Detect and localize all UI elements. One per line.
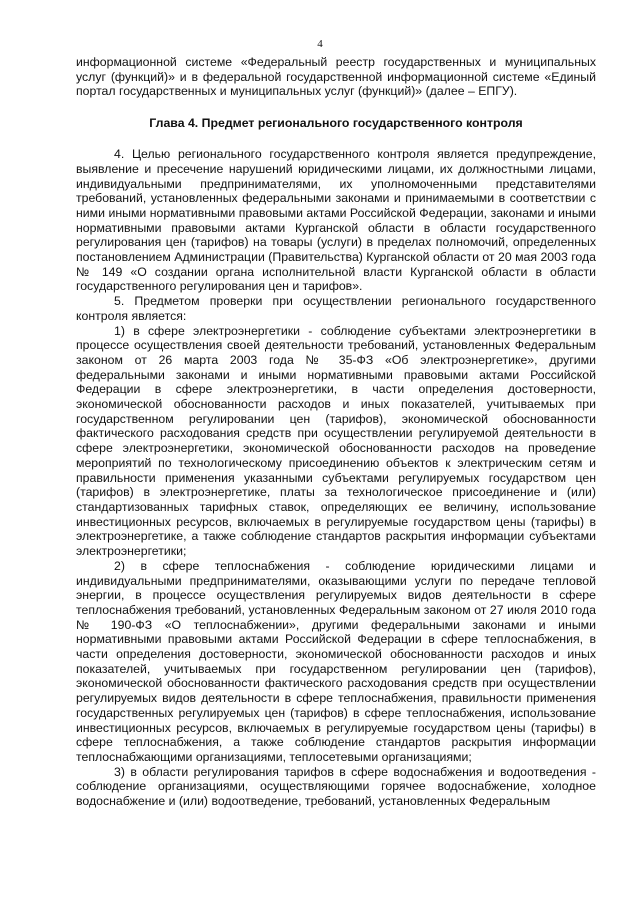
item-2-heat-supply: 2) в сфере теплоснабжения - соблюдение юридическими лицами и индивидуальными предпринимателями, оказывающими услуги по передаче тепловой энергии, в процессе осуществления регулируемых видов деятельности в сфере теплоснабжения требований, установленных Федеральным законом от 27 июля 2010 года № 190-ФЗ «О теплоснабжении», другими федеральными законами и иными нормативными правовыми актами Российской Федерации в сфере теплоснабжения, в части определения достоверности, экономической обоснованности расходов и иных показателей, учитываемых при государственном регулировании цен (тарифов), экономической обоснованности фактического расходования средств при осуществлении регулируемых видов деятельности в сфере теплоснабжения, правильности применения государственных регулируемых цен (тарифов) в сфере теплоснабжения, использование инвестиционных ресурсов, включаемых в регулируемые государством цены (тарифы) в сфере теплоснабжения, а также соблюдение стандартов раскрытия информации теплоснабжающими организациями, теплосетевыми организациями; [76,558,596,764]
paragraph-5-subject: 5. Предметом проверки при осуществлении регионального государственного контроля является: [76,294,596,323]
paragraph-4-purpose: 4. Целью регионального государственного контроля является предупреждение, выявление и пресечение нарушений юридическими лицами, их должностными лицами, индивидуальными предпринимателями, их уполномоченными представителями требований, установленных федеральными законами и принимаемыми в соответствии с ними иными нормативными правовыми актами Российской Федерации, законами и иными нормативными правовыми актами Курганской области в области государственного регулирования цен (тарифов) на товары (услуги) в пределах полномочий, определенных постановлением Администрации (Правительства) Курганской области от 20 мая 2003 года № 149 «О создании органа исполнительной власти Курганской области в области государственного регулирования цен и тарифов». [76,147,597,294]
chapter-heading: Глава 4. Предмет регионального государственного контроля [149,116,523,131]
document-body [76,55,596,809]
item-1-electric-power: 1) в сфере электроэнергетики - соблюдение субъектами электроэнергетики в процессе осуществления своей деятельности требований, установленных Федеральным законом от 26 марта 2003 года № 35-ФЗ «Об электроэнергетике», другими федеральными законами и иными нормативными правовыми актами Российской Федерации в сфере электроэнергетики, в части определения достоверности, экономической обоснованности расходов и иных показателей, учитываемых при государственном регулировании цен (тарифов), экономической обоснованности фактического расходования средств при осуществлении регулируемой деятельности в сфере электроэнергетики, экономической обоснованности расходов на проведение мероприятий по технологическому присоединению объектов к электрическим сетям и правильности применения указанными субъектами регулируемых государством цен (тарифов) в электроэнергетике, платы за технологическое присоединение и (или) стандартизованных тарифных ставок, определяющих ее величину, использование инвестиционных ресурсов, включаемых в регулируемые государством цены (тарифы) в электроэнергетике, а также соблюдение стандартов раскрытия информации субъектами электроэнергетики; [76,323,596,559]
intro-paragraph: информационной системе «Федеральный реестр государственных и муниципальных услуг (функций)» и в федеральной государственной информационной системе «Единый портал государственных и муниципальных услуг (функций)» (далее – ЕПГУ). [76,55,596,99]
page-number: 4 [317,38,323,50]
item-3-water-supply: 3) в области регулирования тарифов в сфере водоснабжения и водоотведения - соблюдение организациями, осуществляющими горячее водоснабжение, холодное водоснабжение и (или) водоотведение, требований, установленных Федеральным [76,764,596,809]
